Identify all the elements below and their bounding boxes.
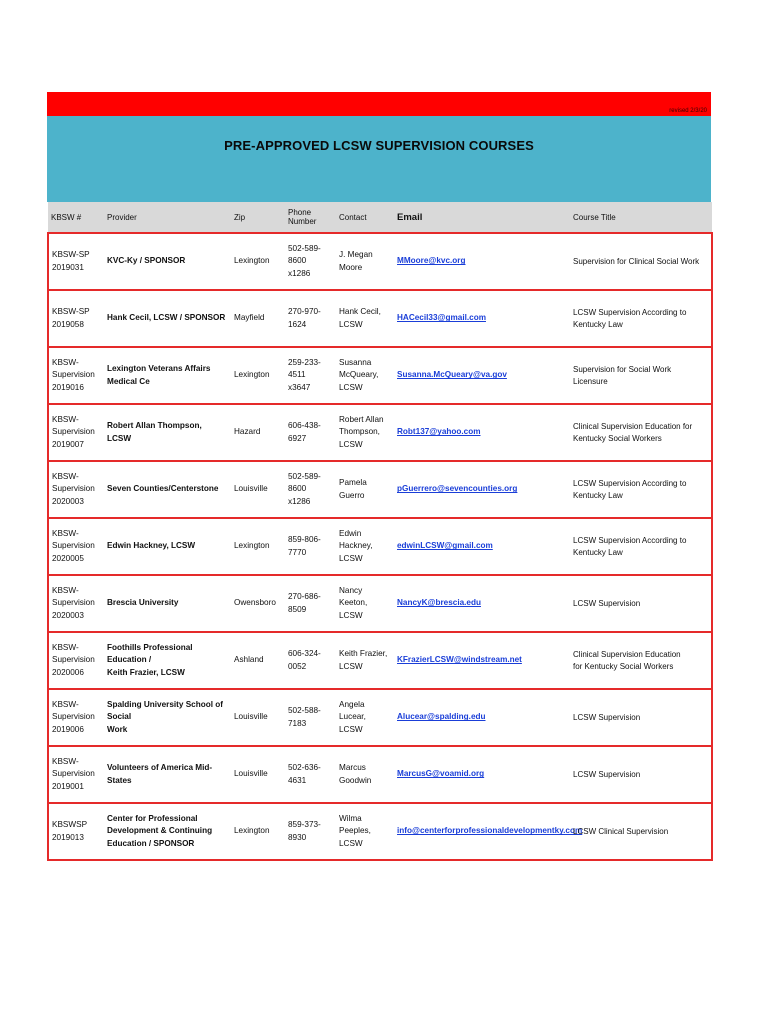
provider-cell: Edwin Hackney, LCSW	[104, 518, 231, 575]
table-row	[48, 632, 712, 689]
contact-cell: Angela Lucear, LCSW	[336, 689, 394, 746]
email-link[interactable]: Robt137@yahoo.com	[394, 404, 570, 461]
provider-cell: Center for Professional Development & Continuing Education / SPONSOR	[104, 803, 231, 860]
table-row	[48, 803, 712, 860]
col-header-contact: Contact	[336, 202, 394, 233]
courses-table	[47, 202, 713, 861]
col-header-phone: Phone Number	[285, 202, 336, 233]
provider-cell: Robert Allan Thompson, LCSW	[104, 404, 231, 461]
col-header-kbsw: KBSW #	[48, 202, 104, 233]
zip-cell: Mayfield	[231, 290, 285, 347]
email-link[interactable]: MarcusG@voamid.org	[394, 746, 570, 803]
spreadsheet	[47, 92, 711, 861]
table-row	[48, 689, 712, 746]
phone-cell: 270-686-8509	[285, 575, 336, 632]
zip-cell: Hazard	[231, 404, 285, 461]
email-link[interactable]: Susanna.McQueary@va.gov	[394, 347, 570, 404]
table-row	[48, 746, 712, 803]
zip-cell: Lexington	[231, 347, 285, 404]
phone-cell: 502-588-7183	[285, 689, 336, 746]
phone-cell: 502-636-4631	[285, 746, 336, 803]
table-header-row	[48, 202, 712, 233]
contact-cell: Nancy Keeton, LCSW	[336, 575, 394, 632]
table-row	[48, 461, 712, 518]
title-band	[47, 116, 711, 202]
course-cell: LCSW Clinical Supervision	[570, 803, 712, 860]
zip-cell: Louisville	[231, 461, 285, 518]
course-cell: LCSW Supervision According to Kentucky Law	[570, 461, 712, 518]
contact-cell: Keith Frazier, LCSW	[336, 632, 394, 689]
table-row	[48, 290, 712, 347]
contact-cell: J. Megan Moore	[336, 233, 394, 290]
contact-cell: Pamela Guerro	[336, 461, 394, 518]
contact-cell: Hank Cecil, LCSW	[336, 290, 394, 347]
course-cell: LCSW Supervision	[570, 746, 712, 803]
col-header-email: Email	[394, 202, 570, 233]
kbsw-cell: KBSWSP 2019013	[48, 803, 104, 860]
email-link[interactable]: NancyK@brescia.edu	[394, 575, 570, 632]
page-title: PRE-APPROVED LCSW SUPERVISION COURSES	[224, 138, 534, 153]
course-cell: LCSW Supervision	[570, 575, 712, 632]
zip-cell: Louisville	[231, 746, 285, 803]
col-header-provider: Provider	[104, 202, 231, 233]
zip-cell: Owensboro	[231, 575, 285, 632]
zip-cell: Ashland	[231, 632, 285, 689]
kbsw-cell: KBSW- Supervision 2019016	[48, 347, 104, 404]
phone-cell: 502-589-8600 x1286	[285, 233, 336, 290]
course-cell: Clinical Supervision Education for Kentucky Social Workers	[570, 404, 712, 461]
provider-cell: Foothills Professional Education / Keith Frazier, LCSW	[104, 632, 231, 689]
phone-cell: 259-233-4511 x3647	[285, 347, 336, 404]
table-row	[48, 404, 712, 461]
phone-cell: 606-438-6927	[285, 404, 336, 461]
kbsw-cell: KBSW- Supervision 2020003	[48, 575, 104, 632]
course-cell: Supervision for Social Work Licensure	[570, 347, 712, 404]
phone-cell: 859-806-7770	[285, 518, 336, 575]
col-header-zip: Zip	[231, 202, 285, 233]
table-row	[48, 347, 712, 404]
kbsw-cell: KBSW-SP 2019031	[48, 233, 104, 290]
phone-cell: 270-970-1624	[285, 290, 336, 347]
contact-cell: Robert Allan Thompson, LCSW	[336, 404, 394, 461]
provider-cell: KVC-Ky / SPONSOR	[104, 233, 231, 290]
email-link[interactable]: KFrazierLCSW@windstream.net	[394, 632, 570, 689]
provider-cell: Seven Counties/Centerstone	[104, 461, 231, 518]
col-header-course: Course Title	[570, 202, 712, 233]
kbsw-cell: KBSW- Supervision 2019006	[48, 689, 104, 746]
zip-cell: Louisville	[231, 689, 285, 746]
kbsw-cell: KBSW- Supervision 2019007	[48, 404, 104, 461]
contact-cell: Susanna McQueary, LCSW	[336, 347, 394, 404]
zip-cell: Lexington	[231, 803, 285, 860]
provider-cell: Lexington Veterans Affairs Medical Ce	[104, 347, 231, 404]
phone-cell: 502-589-8600 x1286	[285, 461, 336, 518]
provider-cell: Brescia University	[104, 575, 231, 632]
email-link[interactable]: Alucear@spalding.edu	[394, 689, 570, 746]
email-link[interactable]: edwinLCSW@gmail.com	[394, 518, 570, 575]
email-link[interactable]: HACecil33@gmail.com	[394, 290, 570, 347]
email-link[interactable]: info@centerforprofessionaldevelopmentky.com	[394, 803, 570, 860]
top-red-band	[47, 92, 711, 116]
course-cell: Clinical Supervision Education for Kentucky Social Workers	[570, 632, 712, 689]
provider-cell: Hank Cecil, LCSW / SPONSOR	[104, 290, 231, 347]
contact-cell: Edwin Hackney, LCSW	[336, 518, 394, 575]
kbsw-cell: KBSW- Supervision 2020006	[48, 632, 104, 689]
table-row	[48, 575, 712, 632]
provider-cell: Spalding University School of Social Work	[104, 689, 231, 746]
kbsw-cell: KBSW- Supervision 2020005	[48, 518, 104, 575]
contact-cell: Wilma Peeples, LCSW	[336, 803, 394, 860]
kbsw-cell: KBSW- Supervision 2020003	[48, 461, 104, 518]
zip-cell: Lexington	[231, 233, 285, 290]
phone-cell: 859-373-8930	[285, 803, 336, 860]
email-link[interactable]: pGuerrero@sevencounties.org	[394, 461, 570, 518]
kbsw-cell: KBSW- Supervision 2019001	[48, 746, 104, 803]
table-row	[48, 233, 712, 290]
zip-cell: Lexington	[231, 518, 285, 575]
kbsw-cell: KBSW-SP 2019058	[48, 290, 104, 347]
revised-date: revised 2/3/20	[669, 108, 707, 114]
course-cell: LCSW Supervision According to Kentucky Law	[570, 518, 712, 575]
course-cell: LCSW Supervision	[570, 689, 712, 746]
email-link[interactable]: MMoore@kvc.org	[394, 233, 570, 290]
provider-cell: Volunteers of America Mid-States	[104, 746, 231, 803]
phone-cell: 606-324-0052	[285, 632, 336, 689]
table-row	[48, 518, 712, 575]
course-cell: Supervision for Clinical Social Work	[570, 233, 712, 290]
contact-cell: Marcus Goodwin	[336, 746, 394, 803]
course-cell: LCSW Supervision According to Kentucky Law	[570, 290, 712, 347]
